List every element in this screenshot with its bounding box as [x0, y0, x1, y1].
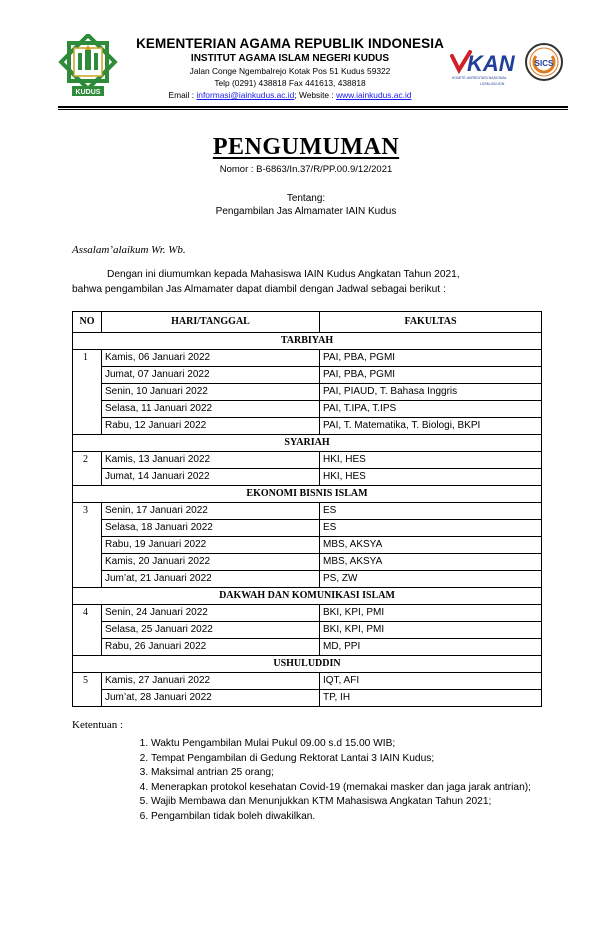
- section-row: [73, 486, 542, 503]
- row-number: 2: [73, 452, 102, 469]
- row-number: [73, 469, 102, 486]
- section-row: [73, 656, 542, 673]
- row-faculty: TP, IH: [320, 690, 542, 707]
- rule-item: 1. Waktu Pengambilan Mulai Pukul 09.00 s.d 15.00 WIB;: [151, 738, 551, 750]
- contact-line: [128, 89, 452, 101]
- row-number: 4: [73, 605, 102, 622]
- document-title: PENGUMUMAN: [212, 134, 400, 160]
- sics-logo: [524, 42, 564, 82]
- row-date: Jumat, 14 Januari 2022: [102, 469, 320, 486]
- rule-item: 3. Maksimal antrian 25 orang;: [151, 767, 551, 779]
- row-faculty: PAI, PBA, PGMI: [320, 367, 542, 384]
- row-number: 3: [73, 503, 102, 520]
- section-title: TARBIYAH: [73, 333, 542, 350]
- table-row: [73, 520, 542, 537]
- row-date: Jumat, 07 Januari 2022: [102, 367, 320, 384]
- row-number: [73, 639, 102, 656]
- table-row: [73, 452, 542, 469]
- document-number: Nomor : B-6863/In.37/R/PP.00.9/12/2021: [219, 164, 393, 175]
- letterhead: [128, 36, 452, 101]
- row-faculty: MBS, AKSYA: [320, 554, 542, 571]
- table-row: [73, 673, 542, 690]
- row-faculty: IQT, AFI: [320, 673, 542, 690]
- col-no-header: NO: [73, 312, 102, 333]
- row-date: Kamis, 06 Januari 2022: [102, 350, 320, 367]
- logo-caption: KUDUS: [75, 89, 101, 96]
- col-faculty-header: FAKULTAS: [320, 312, 542, 333]
- section-title: USHULUDDIN: [73, 656, 542, 673]
- row-faculty: MBS, AKSYA: [320, 537, 542, 554]
- row-number: 5: [73, 673, 102, 690]
- ministry-name: KEMENTERIAN AGAMA REPUBLIK INDONESIA: [136, 36, 444, 51]
- section-title: SYARIAH: [73, 435, 542, 452]
- website-label: ; Website :: [294, 90, 334, 100]
- table-row: [73, 384, 542, 401]
- row-number: [73, 418, 102, 435]
- row-faculty: ES: [320, 520, 542, 537]
- table-row: [73, 469, 542, 486]
- section-row: [73, 588, 542, 605]
- table-row: [73, 622, 542, 639]
- row-date: Senin, 10 Januari 2022: [102, 384, 320, 401]
- address-line: Jalan Conge Ngembalrejo Kotak Pos 51 Kudus 59322: [189, 66, 391, 76]
- schedule-table: [72, 311, 542, 707]
- row-date: Rabu, 12 Januari 2022: [102, 418, 320, 435]
- row-number: 1: [73, 350, 102, 367]
- table-row: [73, 503, 542, 520]
- section-row: [73, 333, 542, 350]
- row-number: [73, 384, 102, 401]
- row-faculty: PAI, T. Matematika, T. Biologi, BKPI: [320, 418, 542, 435]
- rule-item: 2. Tempat Pengambilan di Gedung Rektorat Lantai 3 IAIN Kudus;: [151, 753, 551, 765]
- subject: Pengambilan Jas Almamater IAIN Kudus: [215, 206, 397, 217]
- iain-kudus-logo: [58, 34, 118, 98]
- rules-list: [137, 738, 551, 826]
- kan-text: KAN: [467, 51, 515, 76]
- row-number: [73, 401, 102, 418]
- row-number: [73, 367, 102, 384]
- kan-code: LSSM-002-IDN: [480, 82, 505, 86]
- row-faculty: BKI, KPI, PMI: [320, 605, 542, 622]
- table-row: [73, 537, 542, 554]
- row-date: Rabu, 19 Januari 2022: [102, 537, 320, 554]
- row-date: Kamis, 13 Januari 2022: [102, 452, 320, 469]
- row-number: [73, 537, 102, 554]
- row-number: [73, 622, 102, 639]
- table-row: [73, 639, 542, 656]
- table-row: [73, 605, 542, 622]
- row-date: Selasa, 25 Januari 2022: [102, 622, 320, 639]
- rules-label: Ketentuan :: [72, 719, 124, 731]
- rule-item: 4. Menerapkan protokol kesehatan Covid-19 (memakai masker dan jaga jarak antrian);: [151, 782, 551, 794]
- table-row: [73, 554, 542, 571]
- row-date: Jum’at, 28 Januari 2022: [102, 690, 320, 707]
- email-label: Email :: [168, 90, 195, 100]
- rule-item: 5. Wajib Membawa dan Menunjukkan KTM Mahasiswa Angkatan Tahun 2021;: [151, 796, 551, 808]
- row-faculty: PAI, PBA, PGMI: [320, 350, 542, 367]
- email-link[interactable]: informasi@iainkudus.ac.id: [196, 90, 295, 100]
- row-faculty: ES: [320, 503, 542, 520]
- row-date: Kamis, 20 Januari 2022: [102, 554, 320, 571]
- row-number: [73, 571, 102, 588]
- section-title: DAKWAH DAN KOMUNIKASI ISLAM: [73, 588, 542, 605]
- row-date: Senin, 24 Januari 2022: [102, 605, 320, 622]
- institute-name: INSTITUT AGAMA ISLAM NEGERI KUDUS: [190, 53, 390, 64]
- row-number: [73, 520, 102, 537]
- table-row: [73, 690, 542, 707]
- website-link[interactable]: www.iainkudus.ac.id: [336, 90, 412, 100]
- table-row: [73, 367, 542, 384]
- row-faculty: PS, ZW: [320, 571, 542, 588]
- phone-line: Telp (0291) 438818 Fax 441613, 438818: [214, 78, 366, 88]
- header-divider-thin: [58, 109, 568, 110]
- sics-text: SICS: [534, 59, 554, 68]
- row-date: Selasa, 18 Januari 2022: [102, 520, 320, 537]
- section-title: EKONOMI BISNIS ISLAM: [73, 486, 542, 503]
- row-date: Selasa, 11 Januari 2022: [102, 401, 320, 418]
- row-date: Kamis, 27 Januari 2022: [102, 673, 320, 690]
- section-row: [73, 435, 542, 452]
- row-number: [73, 554, 102, 571]
- greeting: Assalam’alaikum Wr. Wb.: [72, 244, 186, 256]
- col-date-header: HARI/TANGGAL: [102, 312, 320, 333]
- header-divider-thick: [58, 106, 568, 108]
- row-faculty: MD, PPI: [320, 639, 542, 656]
- row-faculty: HKI, HES: [320, 469, 542, 486]
- subject-label: Tentang:: [286, 193, 326, 204]
- row-date: Senin, 17 Januari 2022: [102, 503, 320, 520]
- table-row: [73, 350, 542, 367]
- row-number: [73, 690, 102, 707]
- table-header-row: [73, 312, 542, 333]
- row-date: Rabu, 26 Januari 2022: [102, 639, 320, 656]
- row-faculty: HKI, HES: [320, 452, 542, 469]
- table-row: [73, 571, 542, 588]
- intro-line-1: Dengan ini diumumkan kepada Mahasiswa IAIN Kudus Angkatan Tahun 2021,: [107, 269, 460, 280]
- row-faculty: BKI, KPI, PMI: [320, 622, 542, 639]
- row-faculty: PAI, T.IPA, T.IPS: [320, 401, 542, 418]
- table-row: [73, 418, 542, 435]
- rule-item: 6. Pengambilan tidak boleh diwakilkan.: [151, 811, 551, 823]
- row-date: Jum’at, 21 Januari 2022: [102, 571, 320, 588]
- intro-line-2: bahwa pengambilan Jas Almamater dapat diambil dengan Jadwal sebagai berikut :: [72, 284, 446, 295]
- table-body: [73, 333, 542, 707]
- table-row: [73, 401, 542, 418]
- kan-subtitle: KOMITE AKREDITASI NASIONAL: [452, 76, 507, 80]
- row-faculty: PAI, PIAUD, T. Bahasa Inggris: [320, 384, 542, 401]
